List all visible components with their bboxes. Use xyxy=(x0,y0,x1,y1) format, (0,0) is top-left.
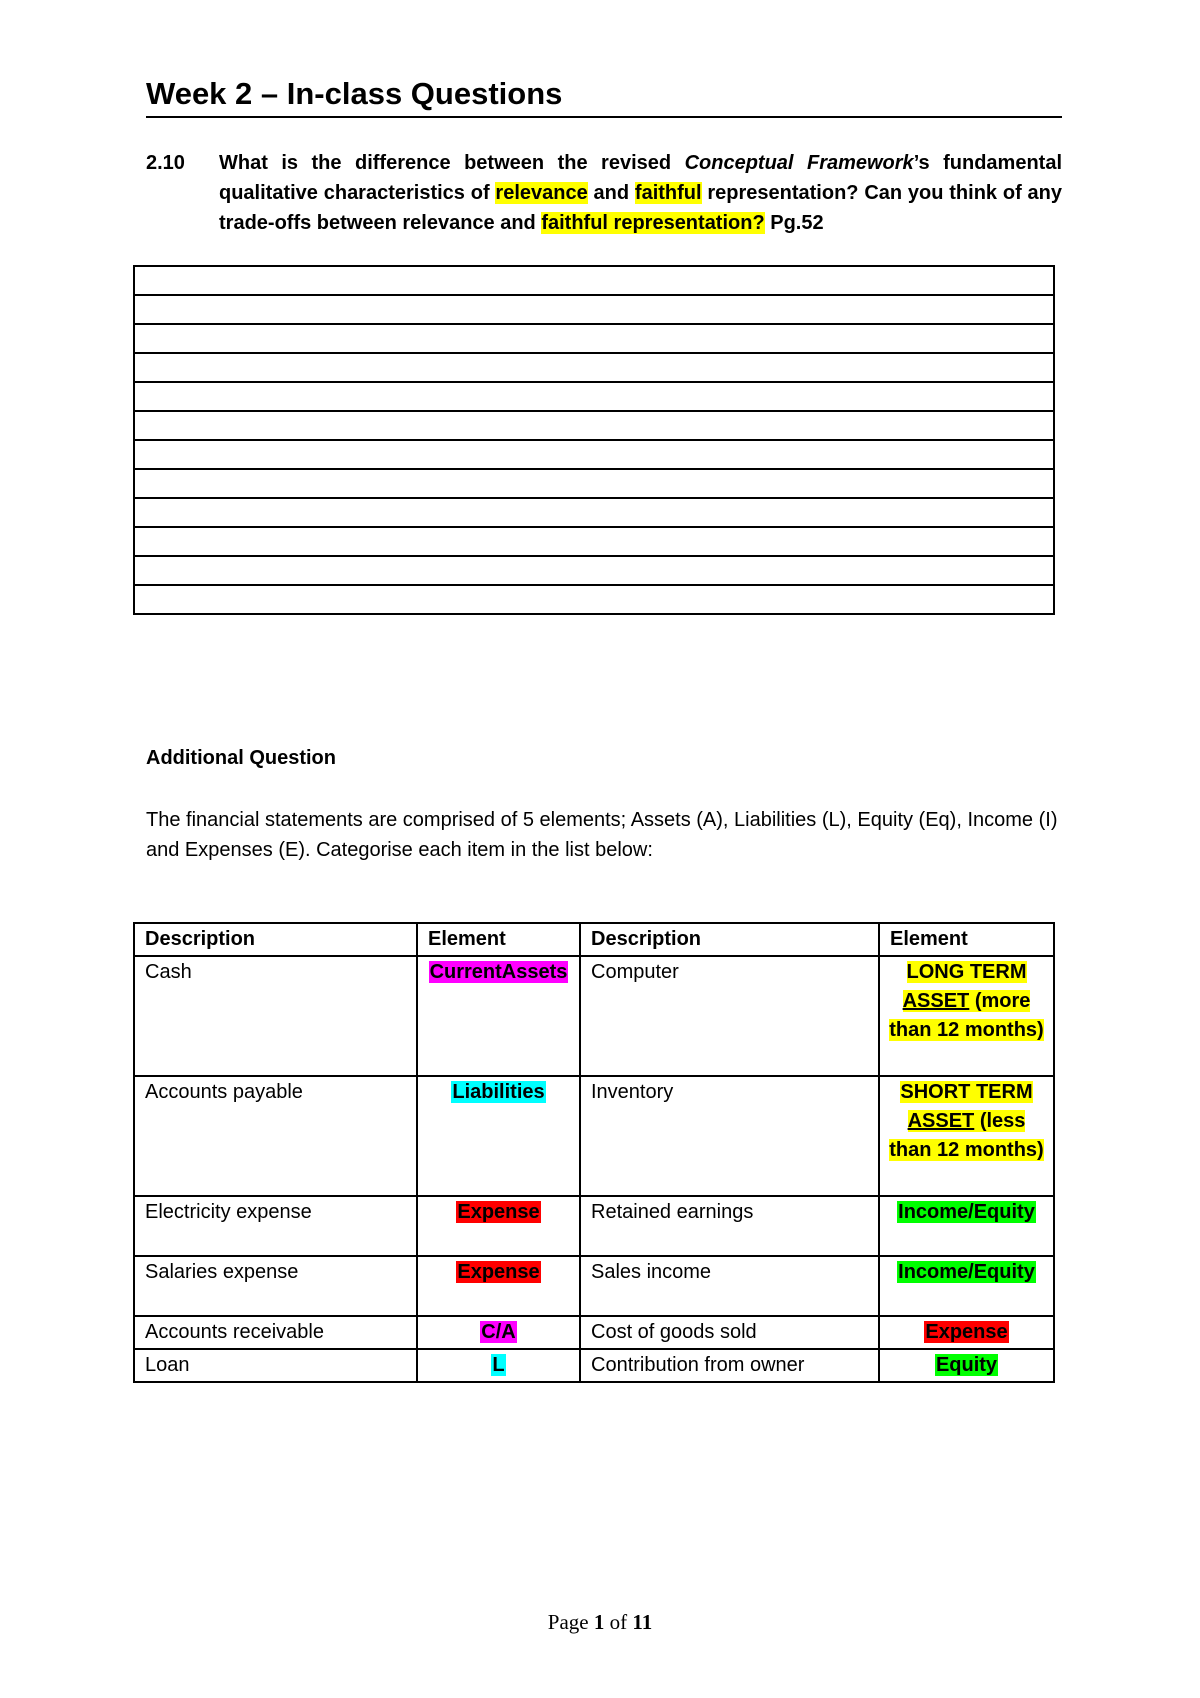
element-tag-part: (less than 12 months) xyxy=(889,1110,1044,1161)
table-row xyxy=(134,1076,1054,1196)
cell-description: Inventory xyxy=(580,1076,879,1196)
cell-element[interactable] xyxy=(417,1196,580,1256)
cell-description: Electricity expense xyxy=(134,1196,417,1256)
element-tag-underlined: ASSET xyxy=(907,1110,975,1132)
additional-question-intro: The financial statements are comprised of 5 elements; Assets (A), Liabilities (L), Equity (Eq), Income (I) and Expenses (E). Categorise each item in the list below: xyxy=(146,809,1058,861)
element-tag: L xyxy=(492,1354,505,1376)
footer-prefix: Page xyxy=(547,1610,594,1634)
answer-line[interactable] xyxy=(135,325,1053,354)
element-tag-part: LONG TERM xyxy=(906,961,1027,983)
cell-description: Computer xyxy=(580,956,879,1076)
answer-line[interactable] xyxy=(135,267,1053,296)
cell-description: Cost of goods sold xyxy=(580,1316,879,1349)
highlight-faithful: faithful xyxy=(634,182,702,204)
footer-total-pages: 11 xyxy=(632,1610,653,1634)
element-tag: C/A xyxy=(481,1321,516,1343)
answer-line[interactable] xyxy=(135,441,1053,470)
footer-current-page: 1 xyxy=(593,1610,605,1634)
element-tag: Expense xyxy=(457,1201,540,1223)
table-header-row xyxy=(134,923,1054,956)
answer-lines-box[interactable] xyxy=(133,265,1055,615)
answer-line[interactable] xyxy=(135,586,1053,615)
q-text-5: and xyxy=(587,182,635,204)
cell-description: Sales income xyxy=(580,1256,879,1316)
element-tag: Liabilities xyxy=(452,1081,545,1103)
answer-line[interactable] xyxy=(135,296,1053,325)
element-tag-part: SHORT TERM xyxy=(900,1081,1033,1103)
answer-line[interactable] xyxy=(135,499,1053,528)
element-tag: Expense xyxy=(457,1261,540,1283)
cell-element[interactable] xyxy=(417,1349,580,1382)
cell-element[interactable] xyxy=(879,1316,1054,1349)
answer-line[interactable] xyxy=(135,557,1053,586)
cell-element[interactable] xyxy=(879,1256,1054,1316)
header-element: Element xyxy=(417,923,580,956)
q-text-italic: Conceptual Framework xyxy=(684,152,914,174)
q-page-ref: Pg.52 xyxy=(764,212,824,234)
cell-element[interactable] xyxy=(879,1076,1054,1196)
answer-line[interactable] xyxy=(135,528,1053,557)
answer-line[interactable] xyxy=(135,354,1053,383)
cell-description: Cash xyxy=(134,956,417,1076)
cell-element[interactable] xyxy=(417,1076,580,1196)
cell-element[interactable] xyxy=(879,1349,1054,1382)
cell-description: Accounts payable xyxy=(134,1076,417,1196)
header-description: Description xyxy=(580,923,879,956)
cell-description: Loan xyxy=(134,1349,417,1382)
q-text-7: representation? Can you think of any trade-offs between relevance and xyxy=(219,182,1063,234)
page-title: Week 2 – In-class Questions xyxy=(146,74,1062,118)
cell-description: Salaries expense xyxy=(134,1256,417,1316)
page-footer xyxy=(0,1610,1200,1635)
footer-of: of xyxy=(604,1610,633,1634)
element-tag xyxy=(889,961,1043,1041)
header-element: Element xyxy=(879,923,1054,956)
table-row xyxy=(134,1196,1054,1256)
elements-table xyxy=(133,922,1055,1383)
answer-line[interactable] xyxy=(135,383,1053,412)
element-tag: CurrentAssets xyxy=(429,961,568,983)
table-row xyxy=(134,956,1054,1076)
q-text-3: ’s fundamental qualitative characteristics of xyxy=(219,152,1063,204)
table-row xyxy=(134,1349,1054,1382)
element-tag: Income/Equity xyxy=(898,1261,1035,1283)
cell-element[interactable] xyxy=(879,956,1054,1076)
element-tag: Expense xyxy=(925,1321,1008,1343)
highlight-faithful-representation: faithful representation? xyxy=(541,212,765,234)
element-tag: Income/Equity xyxy=(898,1201,1035,1223)
element-tag-part: (more than 12 months) xyxy=(889,990,1044,1041)
element-tag: Equity xyxy=(935,1354,998,1376)
cell-element[interactable] xyxy=(417,1256,580,1316)
question-number: 2.10 xyxy=(146,152,185,174)
table-row xyxy=(134,1256,1054,1316)
question-text xyxy=(219,148,1062,238)
answer-line[interactable] xyxy=(135,470,1053,499)
question-2-10 xyxy=(146,148,1062,238)
table-row xyxy=(134,1316,1054,1349)
cell-description: Retained earnings xyxy=(580,1196,879,1256)
cell-description: Contribution from owner xyxy=(580,1349,879,1382)
q-text-1: What is the difference between the revised xyxy=(219,152,685,174)
answer-line[interactable] xyxy=(135,412,1053,441)
cell-element[interactable] xyxy=(879,1196,1054,1256)
element-tag xyxy=(889,1081,1043,1161)
header-description: Description xyxy=(134,923,417,956)
element-tag-underlined: ASSET xyxy=(902,990,970,1012)
additional-question-heading: Additional Question xyxy=(146,747,336,769)
highlight-relevance: relevance xyxy=(495,182,588,204)
cell-description: Accounts receivable xyxy=(134,1316,417,1349)
cell-element[interactable] xyxy=(417,1316,580,1349)
cell-element[interactable] xyxy=(417,956,580,1076)
